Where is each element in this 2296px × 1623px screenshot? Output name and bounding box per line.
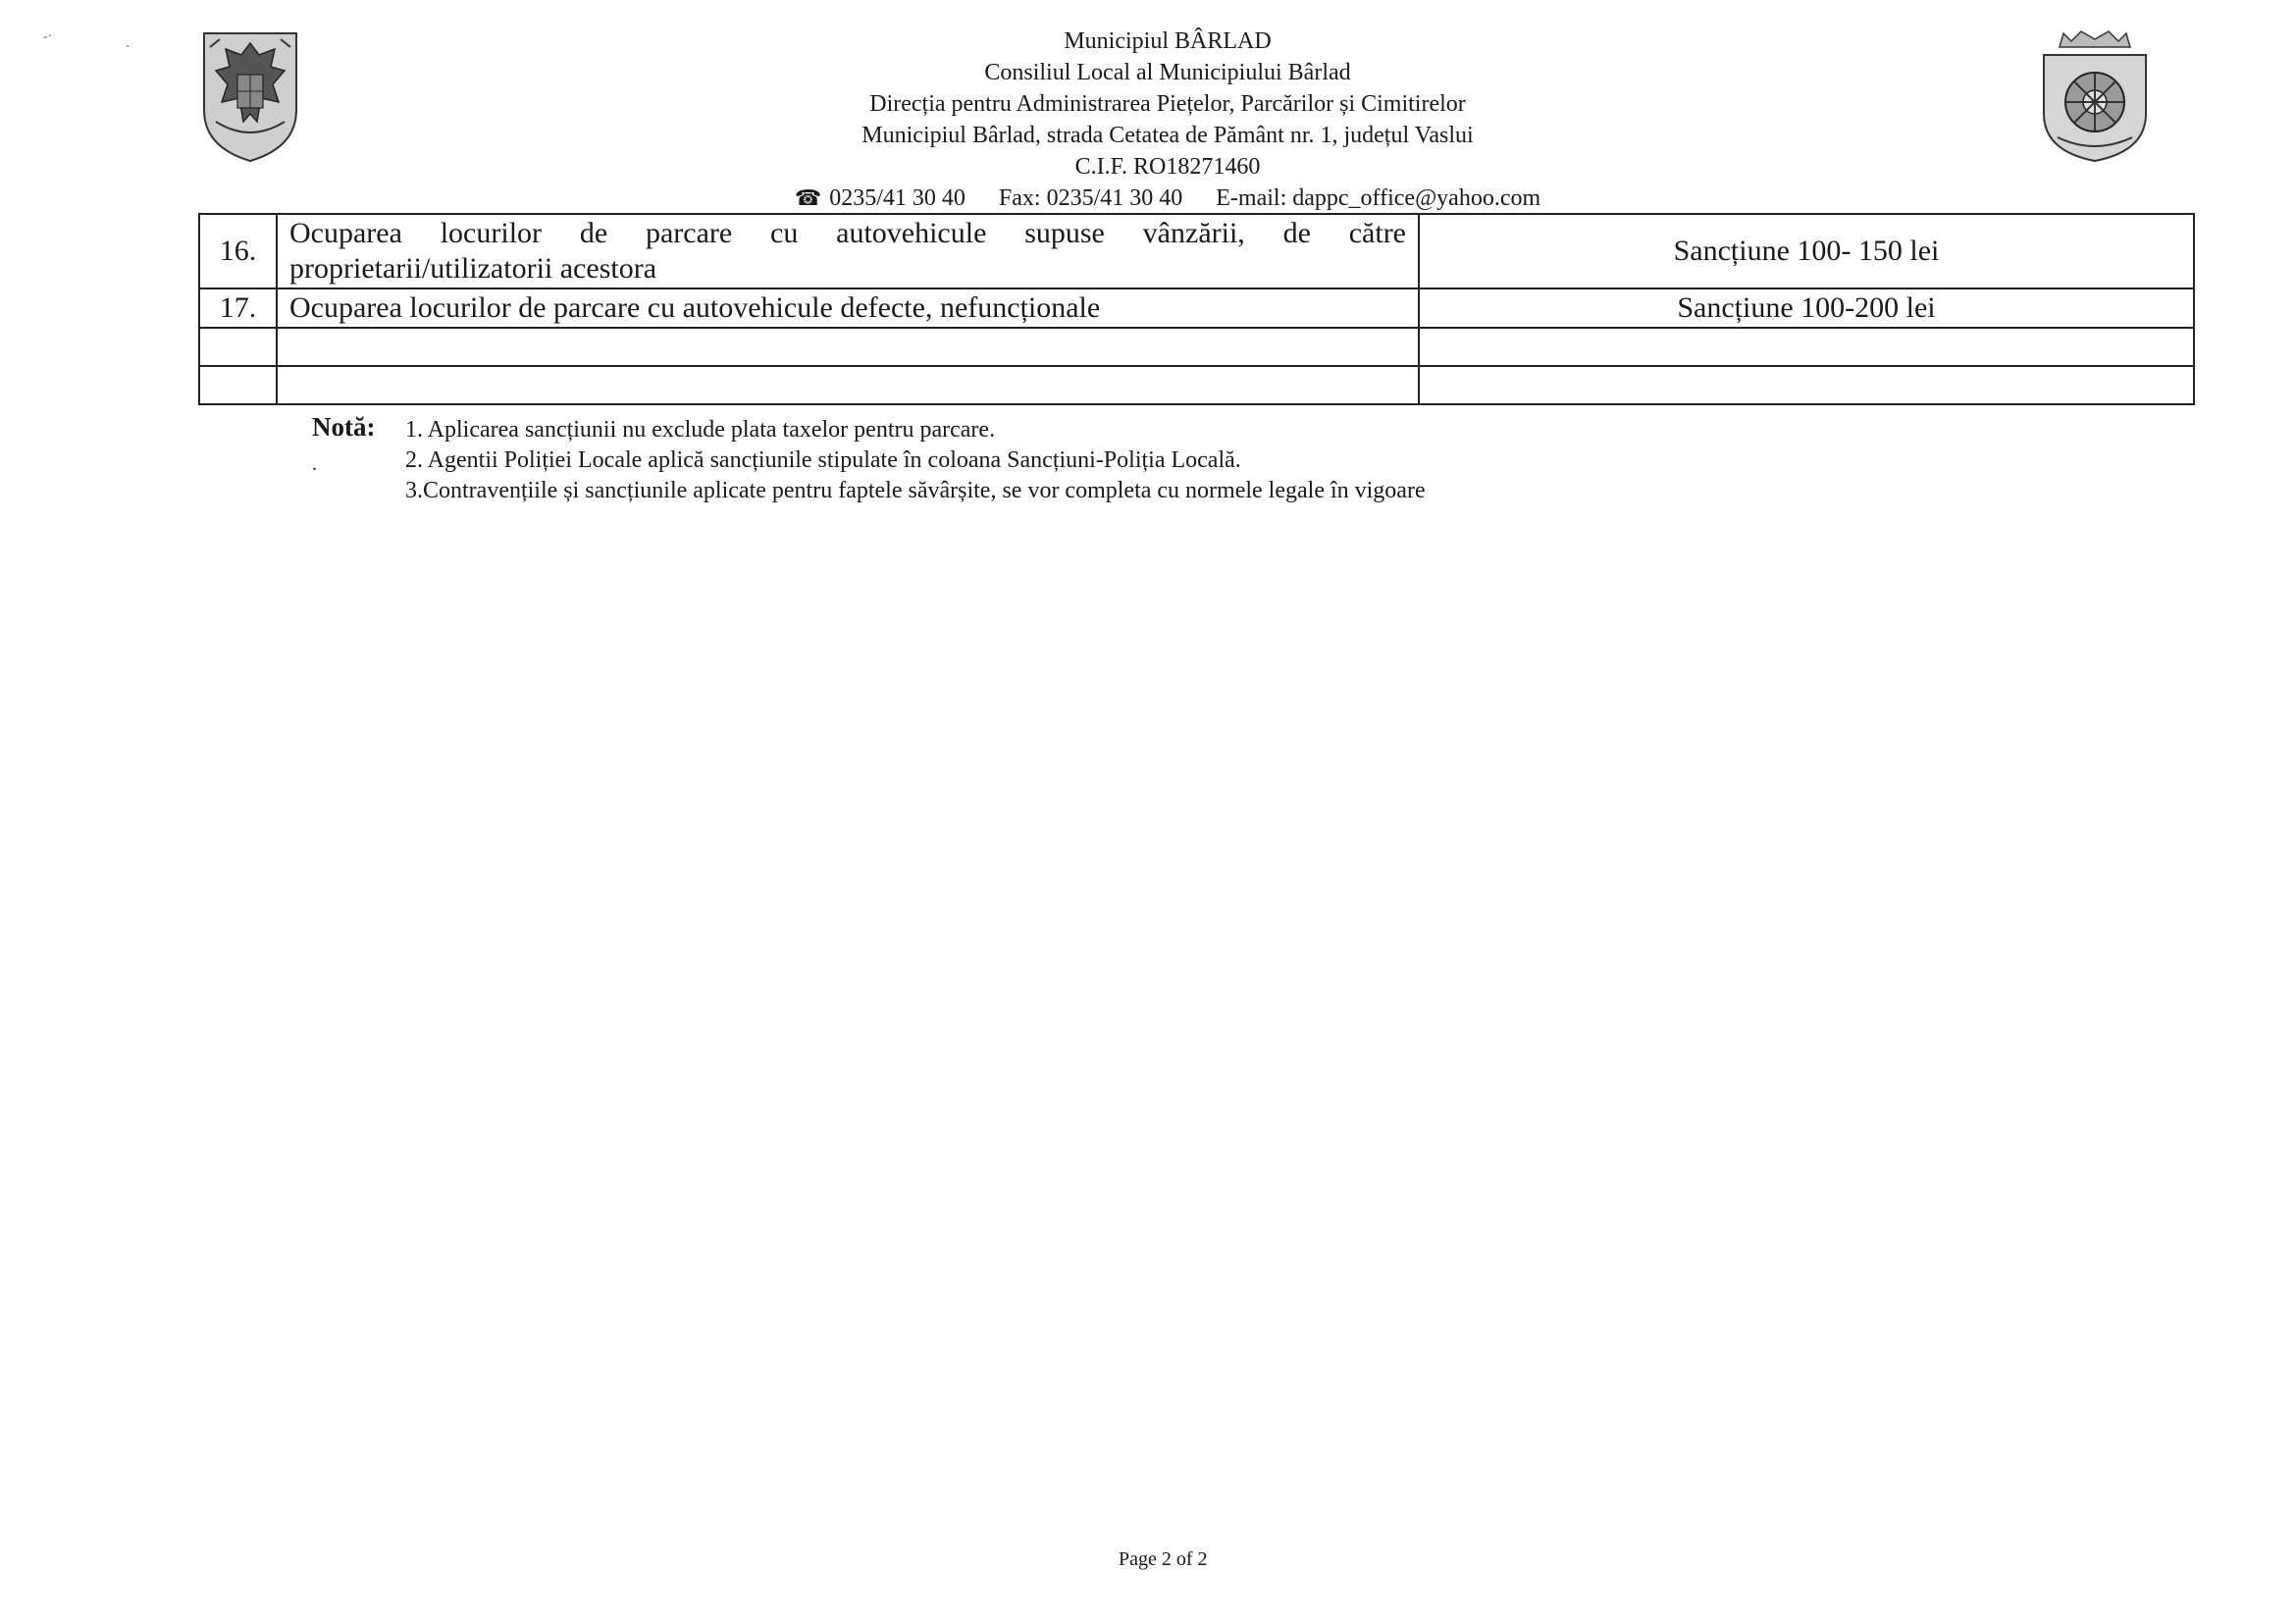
row-description (277, 288, 1419, 328)
row-sanction: Sancțiune 100- 150 lei (1419, 214, 2194, 288)
row-description (277, 214, 1419, 288)
row-number: 16. (199, 214, 277, 288)
fax-number: Fax: 0235/41 30 40 (998, 185, 1183, 211)
scan-mark: -· (43, 29, 53, 44)
table-row (199, 214, 2194, 288)
row-sanction: Sancțiune 100-200 lei (1419, 288, 2194, 328)
empty-cell (199, 366, 277, 404)
row-number: 17. (199, 288, 277, 328)
table-row-empty (199, 328, 2194, 366)
note-item: 2. Agentii Poliției Locale aplică sancțiunile stipulate în coloana Sancțiuni-Poliția Locală. (405, 447, 1241, 473)
empty-cell (1419, 366, 2194, 404)
page-number: Page 2 of 2 (1119, 1548, 1208, 1570)
phone-icon: ☎ (794, 186, 822, 211)
barlad-coat-of-arms-icon (2036, 27, 2154, 165)
empty-cell (1419, 328, 2194, 366)
empty-cell (199, 328, 277, 366)
row-description-line: proprietarii/utilizatorii acestora (289, 252, 657, 285)
header-line-cif: C.I.F. RO18271460 (1074, 154, 1261, 180)
header-line-address: Municipiul Bârlad, strada Cetatea de Pământ nr. 1, județul Vaslui (861, 123, 1474, 148)
header-line-directorate: Direcția pentru Administrarea Piețelor, Parcărilor și Cimitirelor (869, 91, 1466, 117)
notes-list (405, 415, 1426, 506)
notes-label: Notă: (312, 412, 376, 442)
romania-coat-of-arms-icon (196, 27, 304, 165)
header-line-municipality: Municipiul BÂRLAD (1064, 28, 1272, 54)
sanctions-table (198, 213, 2195, 405)
scan-mark: ˎ (126, 33, 130, 48)
email-address: E-mail: dappc_office@yahoo.com (1216, 185, 1541, 211)
header-line-council: Consiliul Local al Municipiului Bârlad (984, 60, 1351, 85)
row-description-line: Ocuparea locurilor de parcare cu autovehicule defecte, nefuncționale (289, 291, 1101, 324)
note-item: 1. Aplicarea sancțiunii nu exclude plata taxelor pentru parcare. (405, 417, 996, 443)
note-item: 3.Contravențiile și sancțiunile aplicate pentru faptele săvârșite, se vor completa cu normele legale în vigoare (405, 478, 1426, 503)
contact-line (608, 183, 1727, 215)
phone-number: 0235/41 30 40 (829, 185, 965, 211)
letterhead (608, 26, 1727, 215)
empty-cell (277, 328, 1419, 366)
table-row-empty (199, 366, 2194, 404)
row-description-line: Ocuparea locurilor de parcare cu autovehicule supuse vânzării, de către (289, 217, 1406, 249)
empty-cell (277, 366, 1419, 404)
table-row (199, 288, 2194, 328)
scan-mark: . (312, 453, 317, 475)
